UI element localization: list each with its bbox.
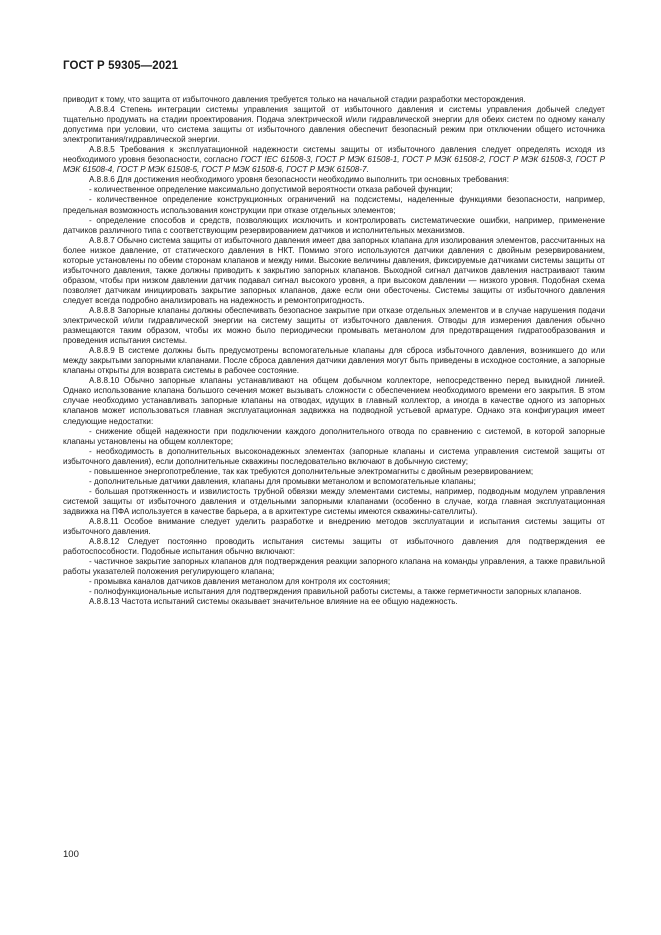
paragraph [63,597,605,607]
paragraph [63,95,605,105]
paragraph-text: А.8.8.12 Следует постоянно проводить испытания системы защиты от избыточного давления для подтверждения ее работоспособности. Подобные испытания обычно включают: [63,537,605,557]
list-item [63,577,605,587]
paragraph [63,105,605,145]
paragraph-text: - снижение общей надежности при подключении каждого дополнительного отвода по сравнению с системой, в которой запорные клапаны установлены на общем коллекторе; [63,426,605,446]
paragraph [63,376,605,426]
list-item [63,557,605,577]
paragraph [63,346,605,376]
paragraph [63,537,605,557]
paragraph-text: приводит к тому, что защита от избыточного давления требуется только на начальной стадии разработки месторождения. [63,95,526,104]
paragraph-text: - определение способов и средств, позволяющих исключить и контролировать систематические ошибки, например, применение датчиков различного типа с соответствующим резервированием датчиков и исполнительных механизмов. [63,215,605,235]
paragraph-text: А.8.8.11 Особое внимание следует уделить разработке и внедрению методов эксплуатации и испытания системы защиты от избыточного давления. [63,516,605,537]
paragraph-text: А.8.8.7 Обычно система защиты от избыточного давления имеет два запорных клапана для изолирования элементов, рассчитанных на более низкое давление, от статического давления в НКТ. Помимо этого используются датчики давления с двойным резервированием, которые установлены по обеим сторонам клапанов и между ними. Высокие величины давления, фиксируемые датчиками системы защиты от избыточного давления, также должны приводить к закрытию запорных клапанов. Выходной сигнал датчиков давления настраивают таким образом, чтобы при низком давлении датчик подавал сигнал высокого уровня, а при высоком давлении — низкого уровня. Подобная схема позволяет датчикам инициировать закрытие запорных клапанов, даже если они обесточены. Системы защиты от избыточного давления следует всегда подробно анализировать на надежность и ремонтопригодность. [63,235,605,305]
document-code-header: ГОСТ Р 59305—2021 [63,60,179,72]
paragraph-text: - дополнительные датчики давления, клапаны для промывки метанолом и вспомогательные клапаны; [89,476,476,486]
paragraph [63,517,605,537]
list-item [63,216,605,236]
list-item [63,477,605,487]
page-number: 100 [63,849,79,860]
paragraph-text: - необходимость в дополнительных высоконадежных элементах (запорные клапаны и система управления системой защиты от избыточного давления), если дополнительные скважины последовательно включают в добычную систему; [63,446,605,466]
paragraph-text: А.8.8.5 Требования к эксплуатационной надежности системы защиты от избыточного давления следует определять исходя из необходимого уровня безопасности, согласно [63,145,605,165]
paragraph-text: - полнофункциональные испытания для подтверждения правильной работы системы, а также герметичности запорных клапанов. [89,587,582,597]
paragraph-text: - количественное определение максимально допустимой вероятности отказа рабочей функции; [89,185,453,195]
paragraph [63,306,605,346]
paragraph-text: - повышенное энергопотребление, так как требуются дополнительные электромагниты с двойным резервированием; [89,466,534,476]
document-body [63,95,605,607]
list-item [63,427,605,447]
paragraph-text: А.8.8.4 Степень интеграции системы управления защитой от избыточного давления и системы управления добычей следует тщательно продумать на стадии проектирования. Подача электрической и/или гидравлической энергии для обеих систем по одному каналу допустима при условии, что система защиты от избыточного давления обеспечит безопасный режим при отключении общего источника электропитания/гидравлической энергии. [63,105,605,145]
paragraph-text: - промывка каналов датчиков давления метанолом для контроля их состояния; [89,577,391,587]
paragraph-text: - количественное определение конструкционных ограничений на подсистемы, наделенные функциями безопасности, например, предельная возможность использования конструкции при отказе отдельных элементов; [63,195,605,215]
paragraph-text: А.8.8.9 В системе должны быть предусмотрены вспомогательные клапаны для сброса избыточного давления, возникшего до или между закрытыми запорными клапанами. После сброса давления датчики давления могут быть приведены в исходное состояние, а запорные клапаны открыты для возврата системы в рабочее состояние. [63,346,605,376]
list-item [63,447,605,467]
paragraph [63,236,605,306]
standard-reference: ГОСТ IEC 61508-3, ГОСТ Р МЭК 61508-1, ГОСТ Р МЭК 61508-2, ГОСТ Р МЭК 61508-3, ГОСТ Р МЭК 61508-4, ГОСТ Р МЭК 61508-5, ГОСТ Р МЭК 61508-6, ГОСТ Р МЭК 61508-7 [63,155,606,175]
paragraph-text: А.8.8.6 Для достижения необходимого уровня безопасности необходимо выполнить три основных требования: [89,175,509,185]
paragraph-text: - большая протяженность и извилистость трубной обвязки между элементами системы, например, подводным модулем управления системой защиты от избыточного давления и отдельными запорными клапанами (особенно в случае, когда главная эксплуатационная задвижка на ПФА используется в качестве барьера, а в архитектуре системы имеются скважины-сателлиты). [63,486,605,516]
list-item [63,487,605,517]
list-item [63,587,605,597]
paragraph-tail: . [366,165,369,175]
list-item [63,195,605,215]
list-item [63,185,605,195]
paragraph-text: - частичное закрытие запорных клапанов для подтверждения реакции запорного клапана на команды управления, а также правильной работы указателей положения регулирующего клапана; [63,557,605,577]
paragraph-text: А.8.8.13 Частота испытаний системы оказывает значительное влияние на ее общую надежность. [89,597,458,607]
paragraph-text: А.8.8.10 Обычно запорные клапаны устанавливают на общем добычном коллекторе, непосредственно перед выкидной линией. Однако использование клапана большого сечения может вызывать сложности с обеспечением необходимого времени его закрытия. В этом случае необходимо устанавливать запорные клапаны на отводах, идущих в главный коллектор, а иногда в качестве одного из запорных клапанов может использоваться главная эксплуатационная задвижка на подводной устьевой арматуре. Однако эта конфигурация имеет следующие недостатки: [63,376,605,426]
paragraph [63,175,605,185]
paragraph-text: А.8.8.8 Запорные клапаны должны обеспечивать безопасное закрытие при отказе отдельных элементов и в случае нарушения подачи электрической и/или гидравлической энергии на систему защиты от избыточного давления. Отводы для измерения давления обычно размещаются таким образом, чтобы их можно было периодически промывать метанолом для предотвращения гидратообразования и проведения испытания системы. [63,305,605,346]
list-item [63,467,605,477]
paragraph [63,145,605,175]
